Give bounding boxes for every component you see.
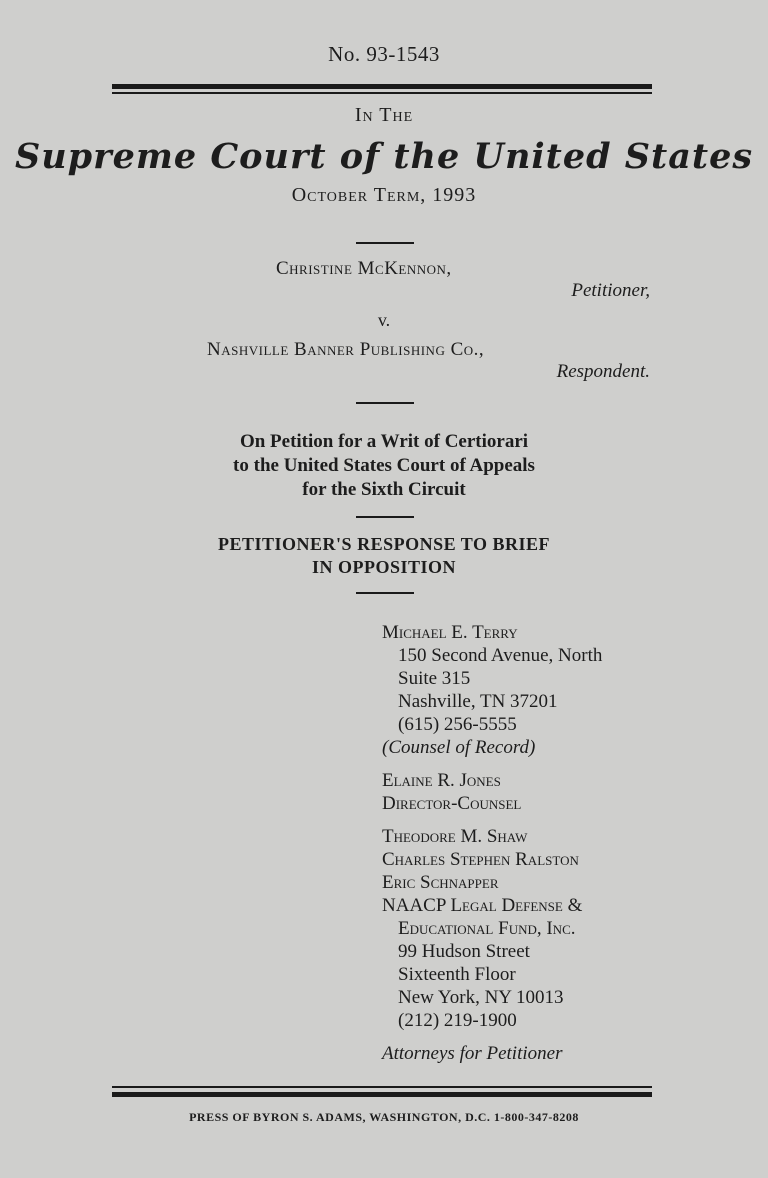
counsel-terry-address-3: Nashville, TN 37201: [398, 691, 558, 712]
counsel-jones-title: Director-Counsel: [382, 793, 522, 814]
divider-3: [356, 516, 414, 518]
petitioner-name: Christine McKennon,: [276, 258, 452, 279]
petitioner-role: Petitioner,: [571, 280, 650, 301]
bottom-thick-rule: [112, 1092, 652, 1097]
counsel-terry-name: Michael E. Terry: [382, 622, 518, 643]
divider-2: [356, 402, 414, 404]
top-thick-rule: [112, 84, 652, 89]
counsel-schnapper-name: Eric Schnapper: [382, 872, 499, 893]
attorneys-for-petitioner: Attorneys for Petitioner: [382, 1043, 563, 1064]
counsel-org-address-3: New York, NY 10013: [398, 987, 564, 1008]
document-title-line-1: PETITIONER'S RESPONSE TO BRIEF: [218, 534, 550, 554]
counsel-terry-phone: (615) 256-5555: [398, 714, 517, 735]
counsel-terry-address-1: 150 Second Avenue, North: [398, 645, 603, 666]
counsel-org-address-2: Sixteenth Floor: [398, 964, 516, 985]
in-the-heading: In The: [354, 104, 414, 126]
counsel-shaw-name: Theodore M. Shaw: [382, 826, 528, 847]
respondent-name: Nashville Banner Publishing Co.,: [207, 339, 485, 360]
counsel-terry-address-2: Suite 315: [398, 668, 471, 689]
document-title-line-2: IN OPPOSITION: [311, 557, 457, 577]
petition-line-1: On Petition for a Writ of Certiorari: [239, 431, 529, 452]
petition-block: [0, 430, 768, 502]
counsel-jones-name: Elaine R. Jones: [382, 770, 501, 791]
versus: v.: [377, 310, 391, 330]
document-title: [0, 533, 768, 579]
counsel-ralston-name: Charles Stephen Ralston: [382, 849, 579, 870]
counsel-org-line-2: Educational Fund, Inc.: [398, 918, 576, 939]
top-thin-rule: [112, 92, 652, 94]
court-name: Supreme Court of the United States: [14, 136, 754, 177]
counsel-org-line-1: NAACP Legal Defense &: [382, 895, 583, 916]
counsel-block: [382, 621, 602, 1065]
respondent-role: Respondent.: [556, 361, 650, 382]
petition-line-3: for the Sixth Circuit: [302, 479, 466, 500]
divider-1: [356, 242, 414, 244]
counsel-org-address-1: 99 Hudson Street: [398, 941, 530, 962]
petition-line-2: to the United States Court of Appeals: [233, 455, 535, 476]
bottom-thin-rule: [112, 1086, 652, 1088]
counsel-of-record-note: (Counsel of Record): [382, 737, 536, 758]
divider-4: [356, 592, 414, 594]
counsel-org-phone: (212) 219-1900: [398, 1010, 517, 1031]
printer-line: PRESS OF BYRON S. ADAMS, WASHINGTON, D.C. 1-800-347-8208: [189, 1110, 579, 1124]
term-heading: October Term, 1993: [291, 184, 477, 206]
docket-number: No. 93-1543: [328, 42, 440, 66]
